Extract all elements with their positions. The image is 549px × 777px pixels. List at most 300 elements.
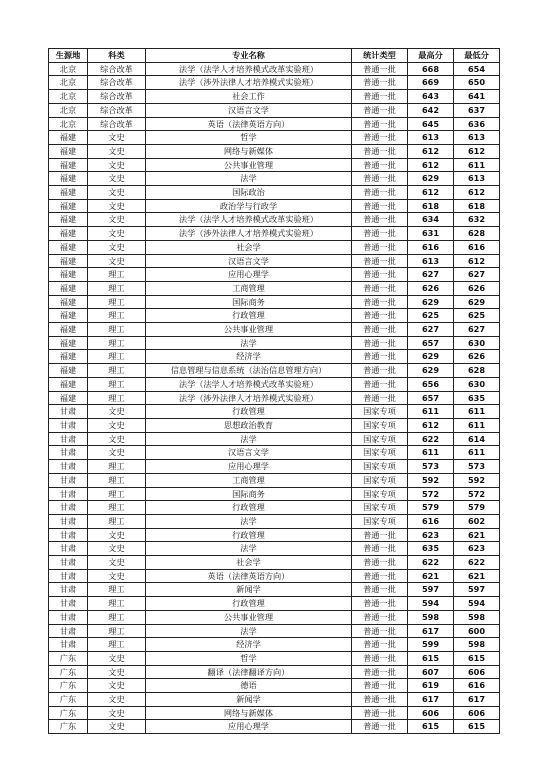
cell-origin: 甘肃 bbox=[49, 405, 88, 419]
table-row bbox=[49, 377, 500, 391]
cell-min-score: 573 bbox=[454, 460, 500, 474]
cell-category: 文史 bbox=[88, 240, 146, 254]
cell-stat-type: 普通一批 bbox=[352, 90, 408, 104]
table-row bbox=[49, 62, 500, 76]
cell-major: 思想政治教育 bbox=[146, 418, 352, 432]
cell-category: 理工 bbox=[88, 487, 146, 501]
cell-max-score: 657 bbox=[408, 391, 454, 405]
table-row bbox=[49, 240, 500, 254]
cell-stat-type: 普通一批 bbox=[352, 624, 408, 638]
cell-stat-type: 普通一批 bbox=[352, 556, 408, 570]
cell-major: 法学（法学人才培养模式改革实验班） bbox=[146, 62, 352, 76]
cell-major: 经济学 bbox=[146, 350, 352, 364]
cell-origin: 北京 bbox=[49, 76, 88, 90]
cell-stat-type: 普通一批 bbox=[352, 638, 408, 652]
table-row bbox=[49, 199, 500, 213]
cell-major: 英语（法律英语方向） bbox=[146, 569, 352, 583]
cell-max-score: 598 bbox=[408, 610, 454, 624]
cell-max-score: 612 bbox=[408, 186, 454, 200]
cell-min-score: 598 bbox=[454, 610, 500, 624]
table-row bbox=[49, 405, 500, 419]
cell-major: 公共事业管理 bbox=[146, 158, 352, 172]
cell-stat-type: 普通一批 bbox=[352, 720, 408, 734]
cell-stat-type: 普通一批 bbox=[352, 391, 408, 405]
cell-min-score: 615 bbox=[454, 720, 500, 734]
cell-max-score: 599 bbox=[408, 638, 454, 652]
cell-category: 理工 bbox=[88, 377, 146, 391]
cell-min-score: 611 bbox=[454, 158, 500, 172]
cell-min-score: 621 bbox=[454, 528, 500, 542]
cell-stat-type: 国家专项 bbox=[352, 514, 408, 528]
table-row bbox=[49, 720, 500, 734]
cell-max-score: 616 bbox=[408, 240, 454, 254]
cell-major: 行政管理 bbox=[146, 528, 352, 542]
cell-min-score: 628 bbox=[454, 227, 500, 241]
table-row bbox=[49, 542, 500, 556]
cell-category: 综合改革 bbox=[88, 117, 146, 131]
cell-major: 应用心理学 bbox=[146, 720, 352, 734]
table-row bbox=[49, 693, 500, 707]
cell-origin: 福建 bbox=[49, 158, 88, 172]
table-row bbox=[49, 172, 500, 186]
cell-category: 理工 bbox=[88, 624, 146, 638]
cell-major: 社会学 bbox=[146, 240, 352, 254]
cell-origin: 北京 bbox=[49, 117, 88, 131]
cell-major: 国际商务 bbox=[146, 487, 352, 501]
cell-category: 文史 bbox=[88, 186, 146, 200]
cell-stat-type: 普通一批 bbox=[352, 336, 408, 350]
cell-stat-type: 普通一批 bbox=[352, 186, 408, 200]
cell-category: 理工 bbox=[88, 501, 146, 515]
cell-origin: 广东 bbox=[49, 665, 88, 679]
table-row bbox=[49, 268, 500, 282]
table-row bbox=[49, 706, 500, 720]
cell-min-score: 650 bbox=[454, 76, 500, 90]
cell-stat-type: 国家专项 bbox=[352, 501, 408, 515]
cell-max-score: 645 bbox=[408, 117, 454, 131]
score-sheet bbox=[48, 48, 499, 734]
cell-category: 文史 bbox=[88, 254, 146, 268]
cell-major: 汉语言文学 bbox=[146, 446, 352, 460]
cell-stat-type: 普通一批 bbox=[352, 679, 408, 693]
cell-max-score: 629 bbox=[408, 350, 454, 364]
cell-stat-type: 普通一批 bbox=[352, 542, 408, 556]
table-row bbox=[49, 651, 500, 665]
cell-min-score: 637 bbox=[454, 103, 500, 117]
cell-max-score: 668 bbox=[408, 62, 454, 76]
cell-major: 行政管理 bbox=[146, 309, 352, 323]
cell-major: 法学 bbox=[146, 624, 352, 638]
cell-min-score: 611 bbox=[454, 418, 500, 432]
cell-stat-type: 普通一批 bbox=[352, 295, 408, 309]
cell-origin: 福建 bbox=[49, 364, 88, 378]
cell-min-score: 616 bbox=[454, 679, 500, 693]
cell-stat-type: 普通一批 bbox=[352, 144, 408, 158]
cell-stat-type: 普通一批 bbox=[352, 213, 408, 227]
cell-category: 理工 bbox=[88, 638, 146, 652]
cell-stat-type: 国家专项 bbox=[352, 432, 408, 446]
cell-max-score: 617 bbox=[408, 693, 454, 707]
cell-min-score: 602 bbox=[454, 514, 500, 528]
cell-origin: 甘肃 bbox=[49, 460, 88, 474]
cell-max-score: 592 bbox=[408, 473, 454, 487]
cell-origin: 福建 bbox=[49, 309, 88, 323]
cell-origin: 福建 bbox=[49, 131, 88, 145]
cell-max-score: 629 bbox=[408, 295, 454, 309]
cell-max-score: 625 bbox=[408, 309, 454, 323]
cell-major: 应用心理学 bbox=[146, 268, 352, 282]
table-row bbox=[49, 665, 500, 679]
cell-min-score: 632 bbox=[454, 213, 500, 227]
cell-category: 文史 bbox=[88, 542, 146, 556]
cell-max-score: 634 bbox=[408, 213, 454, 227]
cell-stat-type: 普通一批 bbox=[352, 131, 408, 145]
cell-max-score: 631 bbox=[408, 227, 454, 241]
cell-major: 经济学 bbox=[146, 638, 352, 652]
cell-category: 文史 bbox=[88, 528, 146, 542]
cell-major: 国际政治 bbox=[146, 186, 352, 200]
cell-min-score: 612 bbox=[454, 254, 500, 268]
cell-major: 汉语言文学 bbox=[146, 254, 352, 268]
table-row bbox=[49, 323, 500, 337]
cell-category: 文史 bbox=[88, 131, 146, 145]
cell-category: 综合改革 bbox=[88, 103, 146, 117]
table-row bbox=[49, 364, 500, 378]
cell-origin: 甘肃 bbox=[49, 624, 88, 638]
cell-stat-type: 普通一批 bbox=[352, 254, 408, 268]
cell-max-score: 579 bbox=[408, 501, 454, 515]
header-max-score: 最高分 bbox=[408, 49, 454, 63]
table-row bbox=[49, 556, 500, 570]
cell-stat-type: 普通一批 bbox=[352, 172, 408, 186]
cell-category: 理工 bbox=[88, 473, 146, 487]
cell-category: 文史 bbox=[88, 199, 146, 213]
cell-major: 哲学 bbox=[146, 131, 352, 145]
cell-max-score: 613 bbox=[408, 131, 454, 145]
cell-major: 社会学 bbox=[146, 556, 352, 570]
cell-origin: 甘肃 bbox=[49, 638, 88, 652]
cell-origin: 福建 bbox=[49, 336, 88, 350]
table-row bbox=[49, 528, 500, 542]
cell-major: 行政管理 bbox=[146, 501, 352, 515]
table-row bbox=[49, 309, 500, 323]
cell-major: 行政管理 bbox=[146, 597, 352, 611]
cell-stat-type: 普通一批 bbox=[352, 158, 408, 172]
cell-max-score: 643 bbox=[408, 90, 454, 104]
table-row bbox=[49, 610, 500, 624]
cell-major: 法学 bbox=[146, 514, 352, 528]
cell-major: 法学 bbox=[146, 172, 352, 186]
cell-category: 理工 bbox=[88, 295, 146, 309]
cell-origin: 甘肃 bbox=[49, 597, 88, 611]
table-body bbox=[49, 62, 500, 733]
cell-min-score: 628 bbox=[454, 364, 500, 378]
cell-major: 信息管理与信息系统（法治信息管理方向） bbox=[146, 364, 352, 378]
cell-origin: 福建 bbox=[49, 227, 88, 241]
cell-origin: 福建 bbox=[49, 377, 88, 391]
cell-stat-type: 普通一批 bbox=[352, 569, 408, 583]
cell-min-score: 600 bbox=[454, 624, 500, 638]
cell-category: 理工 bbox=[88, 364, 146, 378]
cell-origin: 甘肃 bbox=[49, 528, 88, 542]
cell-stat-type: 国家专项 bbox=[352, 405, 408, 419]
cell-min-score: 606 bbox=[454, 665, 500, 679]
cell-major: 公共事业管理 bbox=[146, 323, 352, 337]
cell-stat-type: 普通一批 bbox=[352, 227, 408, 241]
cell-max-score: 615 bbox=[408, 720, 454, 734]
cell-stat-type: 普通一批 bbox=[352, 323, 408, 337]
cell-category: 理工 bbox=[88, 281, 146, 295]
header-origin: 生源地 bbox=[49, 49, 88, 63]
cell-category: 综合改革 bbox=[88, 76, 146, 90]
cell-max-score: 656 bbox=[408, 377, 454, 391]
cell-stat-type: 普通一批 bbox=[352, 103, 408, 117]
cell-category: 理工 bbox=[88, 336, 146, 350]
cell-stat-type: 普通一批 bbox=[352, 583, 408, 597]
cell-category: 文史 bbox=[88, 556, 146, 570]
cell-major: 工商管理 bbox=[146, 281, 352, 295]
cell-stat-type: 国家专项 bbox=[352, 487, 408, 501]
cell-major: 应用心理学 bbox=[146, 460, 352, 474]
table-row bbox=[49, 624, 500, 638]
cell-major: 新闻学 bbox=[146, 583, 352, 597]
cell-max-score: 594 bbox=[408, 597, 454, 611]
cell-min-score: 623 bbox=[454, 542, 500, 556]
cell-category: 文史 bbox=[88, 432, 146, 446]
cell-category: 理工 bbox=[88, 460, 146, 474]
table-row bbox=[49, 487, 500, 501]
cell-max-score: 629 bbox=[408, 172, 454, 186]
table-row bbox=[49, 281, 500, 295]
cell-stat-type: 普通一批 bbox=[352, 199, 408, 213]
cell-category: 文史 bbox=[88, 569, 146, 583]
header-major: 专业名称 bbox=[146, 49, 352, 63]
cell-max-score: 606 bbox=[408, 706, 454, 720]
cell-category: 理工 bbox=[88, 309, 146, 323]
cell-origin: 福建 bbox=[49, 186, 88, 200]
cell-category: 理工 bbox=[88, 583, 146, 597]
header-min-score: 最低分 bbox=[454, 49, 500, 63]
cell-major: 网络与新媒体 bbox=[146, 144, 352, 158]
cell-major: 网络与新媒体 bbox=[146, 706, 352, 720]
table-row bbox=[49, 583, 500, 597]
cell-min-score: 627 bbox=[454, 323, 500, 337]
cell-min-score: 617 bbox=[454, 693, 500, 707]
cell-min-score: 597 bbox=[454, 583, 500, 597]
cell-max-score: 597 bbox=[408, 583, 454, 597]
cell-major: 法学（法学人才培养模式改革实验班） bbox=[146, 377, 352, 391]
cell-min-score: 594 bbox=[454, 597, 500, 611]
table-row bbox=[49, 418, 500, 432]
table-row bbox=[49, 336, 500, 350]
cell-category: 综合改革 bbox=[88, 62, 146, 76]
cell-origin: 甘肃 bbox=[49, 556, 88, 570]
table-row bbox=[49, 144, 500, 158]
cell-category: 理工 bbox=[88, 514, 146, 528]
cell-origin: 甘肃 bbox=[49, 542, 88, 556]
cell-min-score: 612 bbox=[454, 144, 500, 158]
cell-max-score: 617 bbox=[408, 624, 454, 638]
cell-max-score: 611 bbox=[408, 405, 454, 419]
cell-origin: 甘肃 bbox=[49, 610, 88, 624]
cell-stat-type: 普通一批 bbox=[352, 377, 408, 391]
table-row bbox=[49, 391, 500, 405]
cell-category: 文史 bbox=[88, 651, 146, 665]
cell-major: 法学（涉外法律人才培养模式实验班） bbox=[146, 227, 352, 241]
table-row bbox=[49, 446, 500, 460]
cell-min-score: 592 bbox=[454, 473, 500, 487]
cell-category: 文史 bbox=[88, 665, 146, 679]
table-row bbox=[49, 460, 500, 474]
cell-origin: 甘肃 bbox=[49, 446, 88, 460]
cell-max-score: 573 bbox=[408, 460, 454, 474]
cell-stat-type: 国家专项 bbox=[352, 446, 408, 460]
cell-major: 政治学与行政学 bbox=[146, 199, 352, 213]
cell-min-score: 621 bbox=[454, 569, 500, 583]
cell-stat-type: 普通一批 bbox=[352, 706, 408, 720]
cell-origin: 福建 bbox=[49, 350, 88, 364]
cell-major: 工商管理 bbox=[146, 473, 352, 487]
cell-category: 文史 bbox=[88, 706, 146, 720]
cell-stat-type: 普通一批 bbox=[352, 76, 408, 90]
cell-max-score: 642 bbox=[408, 103, 454, 117]
cell-major: 德语 bbox=[146, 679, 352, 693]
cell-max-score: 669 bbox=[408, 76, 454, 90]
table-row bbox=[49, 103, 500, 117]
cell-major: 法学 bbox=[146, 542, 352, 556]
cell-max-score: 612 bbox=[408, 158, 454, 172]
cell-stat-type: 普通一批 bbox=[352, 240, 408, 254]
cell-max-score: 619 bbox=[408, 679, 454, 693]
cell-category: 文史 bbox=[88, 213, 146, 227]
cell-origin: 福建 bbox=[49, 281, 88, 295]
cell-major: 法学 bbox=[146, 336, 352, 350]
cell-origin: 福建 bbox=[49, 213, 88, 227]
cell-category: 理工 bbox=[88, 610, 146, 624]
cell-min-score: 613 bbox=[454, 172, 500, 186]
cell-major: 法学（涉外法律人才培养模式实验班） bbox=[146, 76, 352, 90]
cell-origin: 福建 bbox=[49, 391, 88, 405]
table-row bbox=[49, 131, 500, 145]
cell-major: 公共事业管理 bbox=[146, 610, 352, 624]
table-row bbox=[49, 514, 500, 528]
cell-min-score: 612 bbox=[454, 186, 500, 200]
admission-score-table bbox=[48, 48, 500, 734]
cell-major: 哲学 bbox=[146, 651, 352, 665]
cell-origin: 福建 bbox=[49, 295, 88, 309]
cell-origin: 甘肃 bbox=[49, 569, 88, 583]
cell-max-score: 572 bbox=[408, 487, 454, 501]
cell-category: 理工 bbox=[88, 350, 146, 364]
cell-min-score: 616 bbox=[454, 240, 500, 254]
cell-max-score: 607 bbox=[408, 665, 454, 679]
cell-category: 文史 bbox=[88, 418, 146, 432]
cell-max-score: 622 bbox=[408, 432, 454, 446]
cell-min-score: 625 bbox=[454, 309, 500, 323]
cell-max-score: 611 bbox=[408, 446, 454, 460]
table-row bbox=[49, 254, 500, 268]
table-row bbox=[49, 432, 500, 446]
cell-origin: 北京 bbox=[49, 103, 88, 117]
cell-stat-type: 普通一批 bbox=[352, 364, 408, 378]
cell-major: 英语（法律英语方向） bbox=[146, 117, 352, 131]
cell-max-score: 613 bbox=[408, 254, 454, 268]
cell-major: 翻译（法律翻译方向） bbox=[146, 665, 352, 679]
cell-origin: 甘肃 bbox=[49, 418, 88, 432]
cell-category: 文史 bbox=[88, 227, 146, 241]
cell-major: 法学（涉外法律人才培养模式实验班） bbox=[146, 391, 352, 405]
table-row bbox=[49, 117, 500, 131]
cell-major: 法学 bbox=[146, 432, 352, 446]
cell-origin: 甘肃 bbox=[49, 487, 88, 501]
cell-min-score: 630 bbox=[454, 336, 500, 350]
cell-origin: 甘肃 bbox=[49, 432, 88, 446]
cell-min-score: 611 bbox=[454, 446, 500, 460]
cell-category: 综合改革 bbox=[88, 90, 146, 104]
cell-category: 理工 bbox=[88, 391, 146, 405]
cell-category: 文史 bbox=[88, 720, 146, 734]
table-row bbox=[49, 76, 500, 90]
header-stat-type: 统计类型 bbox=[352, 49, 408, 63]
table-row bbox=[49, 597, 500, 611]
cell-stat-type: 普通一批 bbox=[352, 651, 408, 665]
table-row bbox=[49, 679, 500, 693]
cell-stat-type: 普通一批 bbox=[352, 309, 408, 323]
cell-major: 汉语言文学 bbox=[146, 103, 352, 117]
table-row bbox=[49, 90, 500, 104]
cell-min-score: 618 bbox=[454, 199, 500, 213]
table-row bbox=[49, 569, 500, 583]
cell-stat-type: 普通一批 bbox=[352, 117, 408, 131]
cell-origin: 广东 bbox=[49, 706, 88, 720]
cell-category: 文史 bbox=[88, 172, 146, 186]
cell-min-score: 654 bbox=[454, 62, 500, 76]
cell-major: 社会工作 bbox=[146, 90, 352, 104]
cell-category: 文史 bbox=[88, 679, 146, 693]
cell-category: 理工 bbox=[88, 323, 146, 337]
table-header-row bbox=[49, 49, 500, 63]
cell-stat-type: 普通一批 bbox=[352, 665, 408, 679]
table-row bbox=[49, 501, 500, 515]
cell-stat-type: 国家专项 bbox=[352, 460, 408, 474]
cell-min-score: 636 bbox=[454, 117, 500, 131]
cell-category: 理工 bbox=[88, 597, 146, 611]
cell-min-score: 615 bbox=[454, 651, 500, 665]
cell-origin: 福建 bbox=[49, 268, 88, 282]
cell-min-score: 613 bbox=[454, 131, 500, 145]
cell-max-score: 612 bbox=[408, 144, 454, 158]
cell-category: 文史 bbox=[88, 446, 146, 460]
cell-origin: 甘肃 bbox=[49, 583, 88, 597]
cell-stat-type: 普通一批 bbox=[352, 610, 408, 624]
cell-stat-type: 普通一批 bbox=[352, 62, 408, 76]
cell-max-score: 629 bbox=[408, 364, 454, 378]
table-row bbox=[49, 295, 500, 309]
cell-category: 文史 bbox=[88, 144, 146, 158]
cell-origin: 广东 bbox=[49, 720, 88, 734]
table-row bbox=[49, 638, 500, 652]
cell-max-score: 618 bbox=[408, 199, 454, 213]
cell-category: 理工 bbox=[88, 268, 146, 282]
cell-max-score: 626 bbox=[408, 281, 454, 295]
cell-min-score: 606 bbox=[454, 706, 500, 720]
cell-max-score: 621 bbox=[408, 569, 454, 583]
cell-origin: 福建 bbox=[49, 240, 88, 254]
cell-min-score: 626 bbox=[454, 281, 500, 295]
cell-category: 文史 bbox=[88, 693, 146, 707]
cell-min-score: 629 bbox=[454, 295, 500, 309]
cell-stat-type: 普通一批 bbox=[352, 281, 408, 295]
